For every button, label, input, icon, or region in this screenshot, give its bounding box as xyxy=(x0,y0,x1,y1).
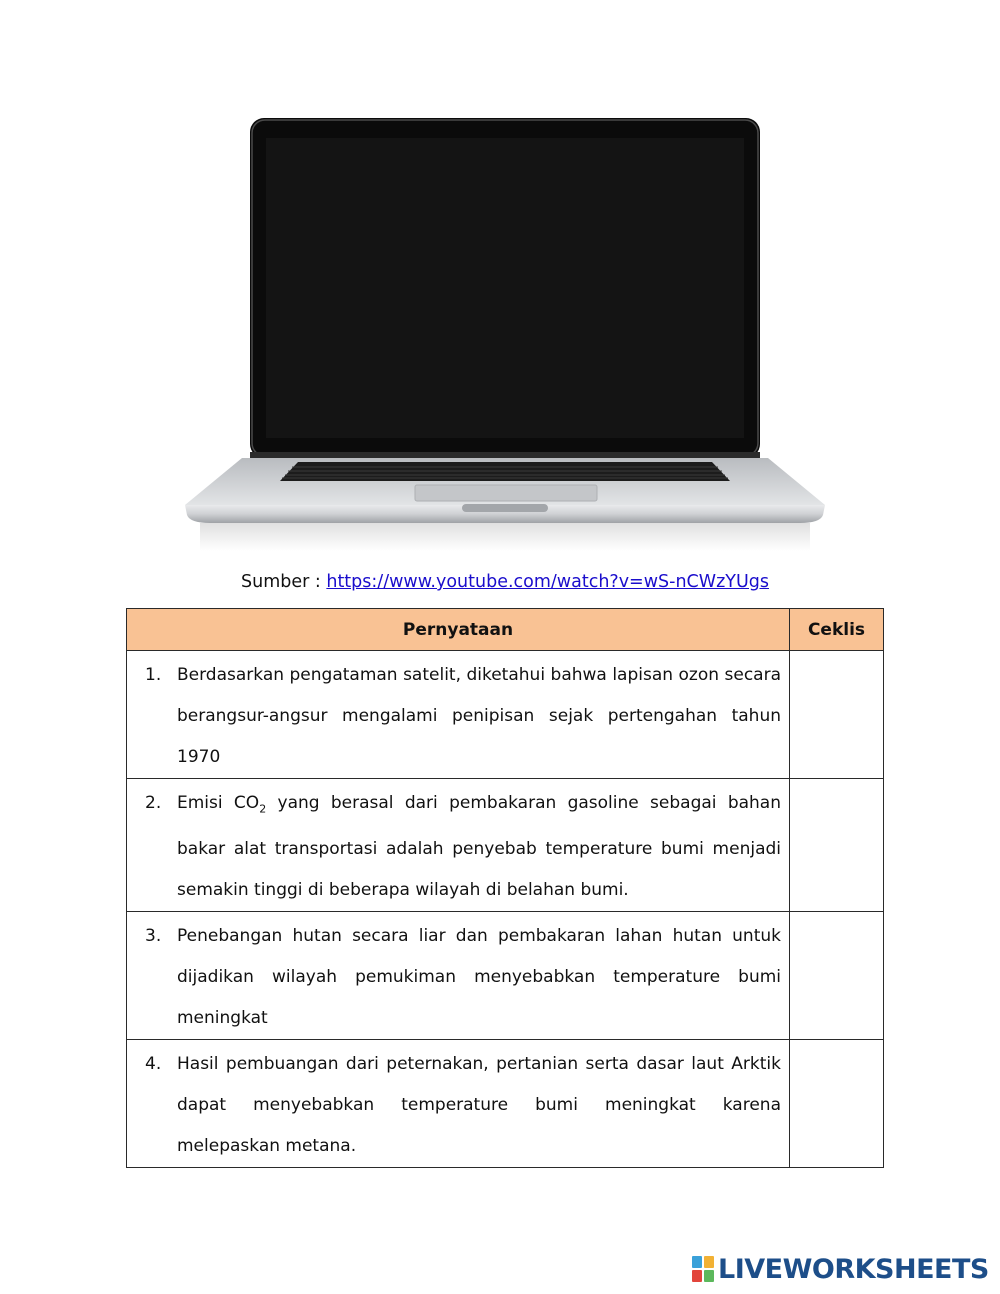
statement-cell xyxy=(127,779,790,912)
header-check: Ceklis xyxy=(790,609,884,651)
mark-square-3 xyxy=(692,1270,702,1282)
statement-text xyxy=(177,783,781,911)
statement-text: Berdasarkan pengataman satelit, diketahui bahwa lapisan ozon secara berangsur-angsur mengalami penipisan sejak pertengahan tahun 1970 xyxy=(177,665,781,767)
statement-text: Penebangan hutan secara liar dan pembakaran lahan hutan untuk dijadikan wilayah pemukiman menyebabkan temperature bumi meningkat xyxy=(177,926,781,1029)
table-row xyxy=(127,1040,884,1168)
source-line xyxy=(0,570,1000,594)
table-row xyxy=(127,651,884,779)
row-number: 4. xyxy=(145,1054,162,1075)
statement-text: Hasil pembuangan dari peternakan, pertanian serta dasar laut Arktik dapat menyebabkan temperature bumi meningkat karena melepaskan metana. xyxy=(177,1054,781,1157)
source-label: Sumber : xyxy=(241,572,327,592)
row-number: 1. xyxy=(145,665,162,685)
check-cell[interactable] xyxy=(790,651,884,779)
brand-text: LIVEWORKSHEETS xyxy=(718,1253,989,1285)
statement-cell xyxy=(127,912,790,1040)
source-link[interactable]: https://www.youtube.com/watch?v=wS-nCWzYUgs xyxy=(326,572,769,592)
liveworksheets-mark-icon xyxy=(692,1256,714,1282)
laptop-illustration xyxy=(180,115,830,555)
statement-text-end: yang berasal dari pembakaran gasoline sebagai bahan bakar alat transportasi adalah penyebab temperature bumi menjadi semakin tinggi di beberapa wilayah di belahan bumi. xyxy=(177,793,781,901)
mark-square-2 xyxy=(704,1256,714,1268)
table-row xyxy=(127,912,884,1040)
table-header-row xyxy=(127,609,884,651)
statement-table xyxy=(126,608,884,1168)
co2-subscript: 2 xyxy=(259,802,267,816)
check-cell[interactable] xyxy=(790,912,884,1040)
header-statement: Pernyataan xyxy=(127,609,790,651)
statement-text-start: Emisi CO xyxy=(177,793,260,813)
statement-cell xyxy=(127,651,790,779)
check-cell[interactable] xyxy=(790,1040,884,1168)
row-number: 2. xyxy=(145,793,162,813)
mark-square-1 xyxy=(692,1256,702,1268)
statement-cell xyxy=(127,1040,790,1168)
mark-square-4 xyxy=(704,1270,714,1282)
liveworksheets-logo xyxy=(692,1252,989,1286)
check-cell[interactable] xyxy=(790,779,884,912)
table-row xyxy=(127,779,884,912)
row-number: 3. xyxy=(145,926,162,947)
